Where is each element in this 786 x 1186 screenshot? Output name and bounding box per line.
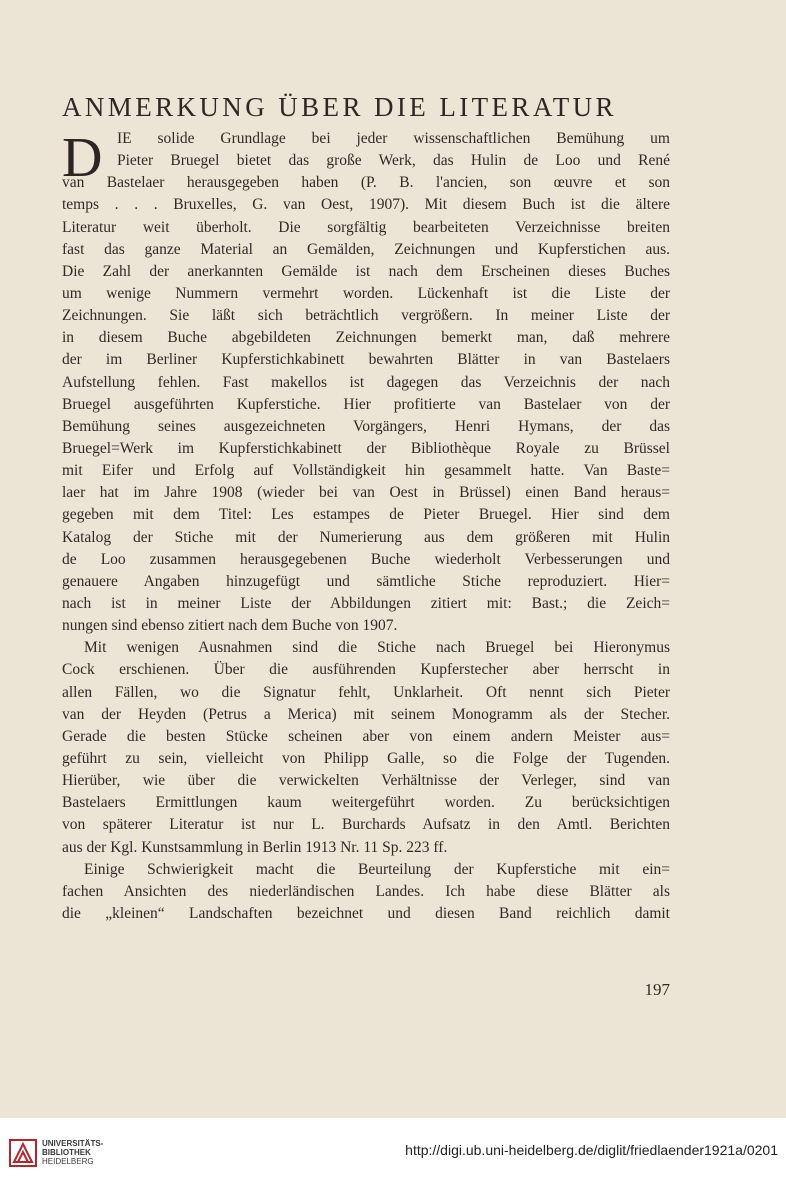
text-line: laer hat im Jahre 1908 (wieder bei van Oest in Brüssel) einen Band heraus= [62,484,670,502]
text-line: Literatur weit überholt. Die sorgfältig bearbeiteten Verzeichnisse breiten [62,218,670,236]
text-line: Bastelaers Ermittlungen kaum weitergeführt worden. Zu berücksichtigen [62,794,670,812]
text-line: Bruegel ausgeführten Kupferstiche. Hier profitierte van Bastelaer von der [62,395,670,413]
text-line: de Loo zusammen herausgegebenen Buche wiederholt Verbesserungen und [62,550,670,568]
text-line: gegeben mit dem Titel: Les estampes de Pieter Bruegel. Hier sind dem [62,506,670,524]
text-line: geführt zu sein, vielleicht von Philipp Galle, so die Folge der Tugenden. [62,749,670,767]
text-line: genauere Angaben hinzugefügt und sämtliche Stiche reproduziert. Hier= [62,572,670,590]
source-url-link[interactable]: http://digi.ub.uni-heidelberg.de/diglit/friedlaender1921a/0201 [405,1142,778,1158]
text-line: Gerade die besten Stücke scheinen aber von einem andern Meister aus= [62,727,670,745]
page-title: ANMERKUNG ÜBER DIE LITERATUR [62,92,617,122]
text-line: nach ist in meiner Liste der Abbildungen zitiert mit: Bast.; die Zeich= [62,594,670,612]
text-line: die „kleinen“ Landschaften bezeichnet und diesen Band reichlich damit [62,904,670,922]
text-line: fachen Ansichten des niederländischen Landes. Ich habe diese Blätter als [62,882,670,900]
text-line: allen Fällen, wo die Signatur fehlt, Unklarheit. Oft nennt sich Pieter [62,683,670,701]
page-number: 197 [644,980,670,999]
footer-bar [0,1118,786,1186]
text-line: um wenige Nummern vermehrt worden. Lückenhaft ist die Liste der [62,284,670,302]
text-line: van Bastelaer herausgegeben haben (P. B. l'ancien, son œuvre et son [62,174,670,192]
text-line: IE solide Grundlage bei jeder wissenschaftlichen Bemühung um [117,130,670,147]
text-line: Einige Schwierigkeit macht die Beurteilung der Kupferstiche mit ein= [84,860,670,878]
text-line: Zeichnungen. Sie läßt sich beträchtlich vergrößern. In meiner Liste der [62,307,670,325]
text-line: Cock erschienen. Über die ausführenden Kupferstecher aber herrscht in [62,661,670,679]
logo-line: UNIVERSITÄTS- [42,1139,104,1148]
text-line: Pieter Bruegel bietet das große Werk, das Hulin de Loo und René [117,152,670,170]
text-line: Aufstellung fehlen. Fast makellos ist dagegen das Verzeichnis der nach [62,373,670,391]
text-line: temps . . . Bruxelles, G. van Oest, 1907). Mit diesem Buch ist die ältere [62,196,670,214]
logo-line: BIBLIOTHEK [42,1148,91,1157]
text-line: Hierüber, wie über die verwickelten Verhältnisse der Verleger, sind van [62,772,670,790]
text-line: mit Eifer und Erfolg auf Vollständigkeit hin gesammelt hatte. Van Baste= [62,462,670,480]
text-line: aus der Kgl. Kunstsammlung in Berlin 1913 Nr. 11 Sp. 223 ff. [62,838,448,856]
library-logo-text [42,1139,103,1166]
text-line: Die Zahl der anerkannten Gemälde ist nach dem Erscheinen dieses Buches [62,262,670,280]
text-line: fast das ganze Material an Gemälden, Zeichnungen und Kupferstichen aus. [62,240,670,258]
text-line: Mit wenigen Ausnahmen sind die Stiche nach Bruegel bei Hieronymus [84,639,670,657]
text-line: in diesem Buche abgebildeten Zeichnungen bemerkt man, daß mehrere [62,329,670,347]
logo-line: HEIDELBERG [42,1157,94,1166]
body-text [62,128,670,925]
text-line: der im Berliner Kupferstichkabinett bewahrten Blätter in van Bastelaers [62,351,670,369]
text-line: Bruegel=Werk im Kupferstichkabinett der Bibliothèque Royale zu Brüssel [62,439,670,457]
text-line: von späterer Literatur ist nur L. Burchards Aufsatz in den Amtl. Berichten [62,816,670,834]
text-line: Katalog der Stiche mit der Numerierung aus dem größeren mit Hulin [62,528,670,546]
text-line: van der Heyden (Petrus a Merica) mit seinem Monogramm als der Stecher. [62,705,670,723]
drop-cap: D [62,127,103,189]
library-logo-icon [8,1138,38,1168]
text-line: nungen sind ebenso zitiert nach dem Buche von 1907. [62,617,398,635]
text-line: Bemühung seines ausgezeichneten Vorgängers, Henri Hymans, der das [62,417,670,435]
